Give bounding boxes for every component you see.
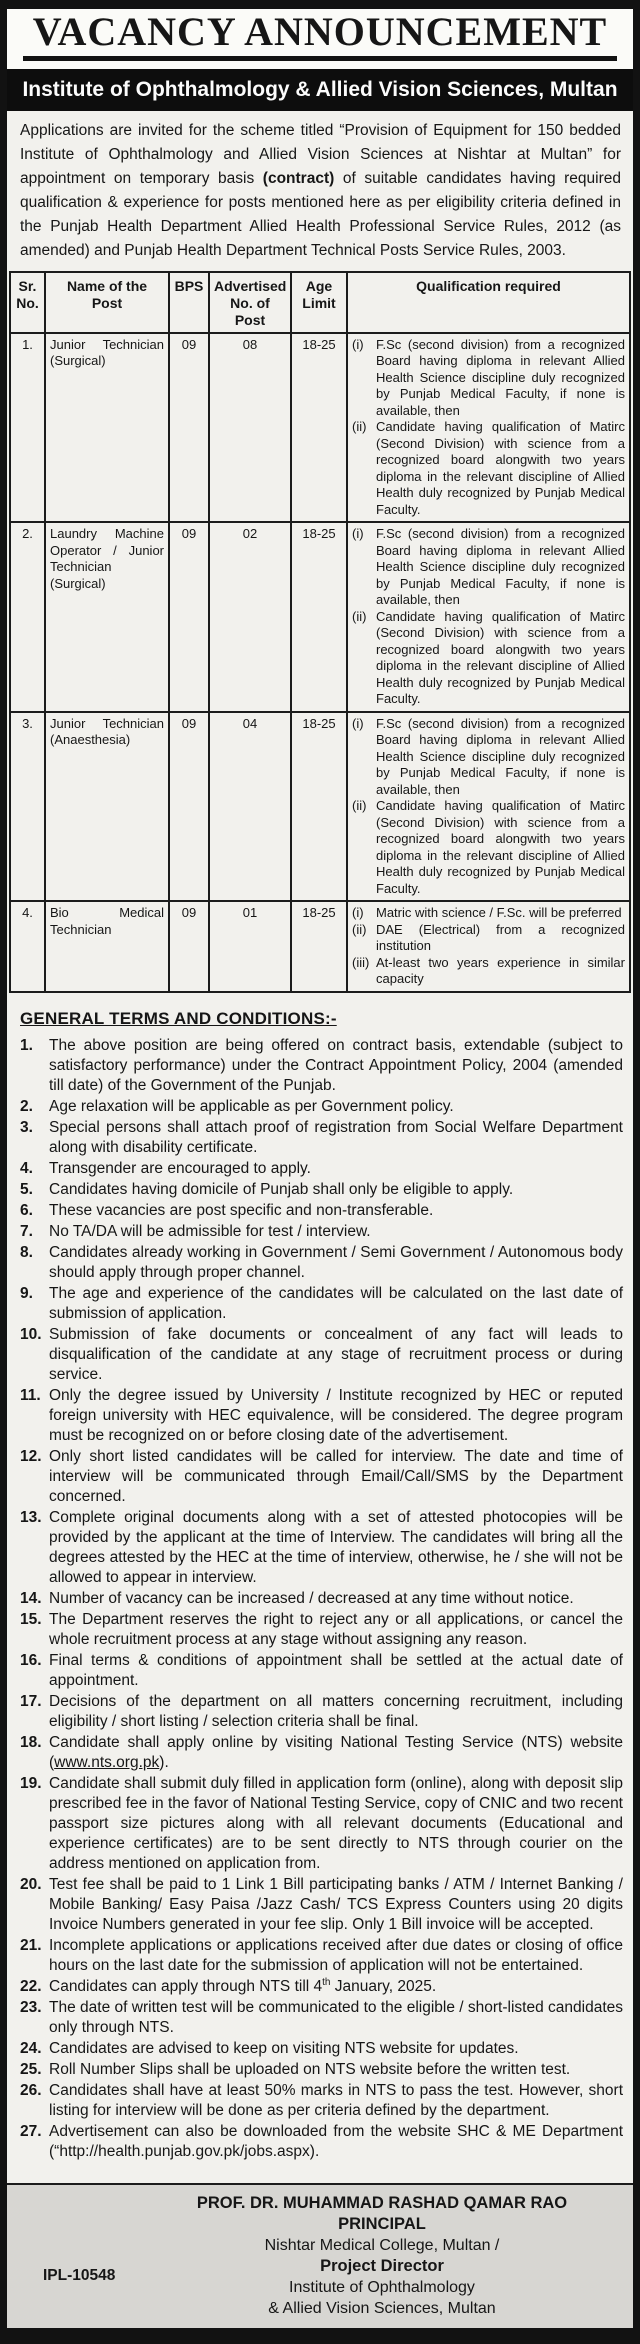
term-item [20,1159,623,1179]
qualification-text: Candidate having qualification of Matirc (Second Division) with science from a recognized board alongwith two years diploma in the relevant discipline of Allied Health duly recognized by Punjab Medical Faculty. [376,608,625,707]
qualification-item [352,419,625,518]
cell-advertised-posts: 08 [209,333,291,523]
term-text-post: ). [159,1753,169,1771]
term-text: Number of vacancy can be increased / decreased at any time without notice. [49,1589,574,1607]
term-item [20,2039,623,2059]
term-number: 5. [20,1180,33,1198]
table-header-row [10,272,630,333]
qualification-label: (i) [352,905,364,921]
term-text [49,1733,623,1773]
term-text-post: January, 2025. [330,1977,437,1995]
term-number: 12. [20,1447,42,1465]
intro-text-part2: of suitable candidates having required qualification & experience for posts mentioned here as per eligibility criteria defined in the Punjab Health Department Allied Health Professional Service Rules, 2012 (as amended) and Punjab Health Department Technical Posts Service Rules, 2003. [20,169,622,259]
term-text [49,1977,623,1997]
cell-bps: 09 [169,901,209,992]
signatory-org-institute-line2: & Allied Vision Sciences, Multan [268,2300,496,2317]
qualification-text: Matric with science / F.Sc. will be preferred [376,905,622,921]
term-item [20,1447,623,1507]
cell-age-limit: 18-25 [291,522,347,712]
cell-qualification [347,522,630,712]
term-text: Candidate shall submit duly filled in application form (online), along with deposit slip prescribed fee in the favor of National Testing Service, copy of CNIC and two recent passport size pictures along with all relevant documents (Educational and experience certificates) are to be sent directly to NTS through courier on the address mentioned on application from. [49,1774,623,1872]
cell-age-limit: 18-25 [291,901,347,992]
bottom-border-bar [7,2328,633,2344]
term-item [20,1284,623,1324]
term-number: 19. [20,1774,42,1792]
term-number: 13. [20,1508,42,1526]
terms-heading: GENERAL TERMS AND CONDITIONS:- [20,1008,337,1028]
term-number: 23. [20,1998,42,2016]
signatory-name: PROF. DR. MUHAMMAD RASHAD QAMAR RAO [196,2194,568,2212]
cell-bps: 09 [169,712,209,902]
term-text: Transgender are encouraged to apply. [49,1159,311,1177]
page-title: VACANCY ANNOUNCEMENT [23,12,617,61]
cell-sr-no: 1. [10,333,45,523]
vacancy-table [9,271,631,993]
term-number: 26. [20,2081,42,2099]
qualification-item [352,922,625,955]
term-number: 2. [20,1097,33,1115]
cell-advertised-posts: 04 [209,712,291,902]
table-row-4 [10,901,630,992]
table-row-1 [10,333,630,523]
term-text: Candidates having domicile of Punjab shall only be eligible to apply. [49,1180,514,1198]
qualification-text: F.Sc (second division) from a recognized Board having diploma in relevant Allied Health Science discipline duly recognized by Punjab Medical Faculty, if none is available, then [376,336,625,418]
term-number: 14. [20,1589,42,1607]
footer [7,2183,633,2328]
header-advertised-posts: Advertised No. of Post [209,272,291,333]
cell-bps: 09 [169,522,209,712]
qualification-item [352,905,625,922]
term-item [20,1325,623,1385]
term-number: 4. [20,1159,33,1177]
term-item [20,1589,623,1609]
cell-age-limit: 18-25 [291,712,347,902]
term-text: The age and experience of the candidates will be calculated on the last date of submission of application. [49,1284,623,1322]
term-text: Decisions of the department on all matters concerning recruitment, including eligibility / short listing / selection criteria shall be final. [49,1692,623,1730]
cell-advertised-posts: 01 [209,901,291,992]
term-text: Final terms & conditions of appointment shall be settled at the actual date of appointment. [49,1651,623,1689]
term-item [20,1774,623,1874]
ordinal-superscript: th [322,1976,331,1988]
term-text: Advertisement can also be downloaded from the website SHC & ME Department (“http://health.punjab.gov.pk/jobs.aspx). [49,2122,623,2160]
term-item [20,1386,623,1446]
term-number: 24. [20,2039,42,2057]
qualification-text: At-least two years experience in similar capacity [376,954,625,987]
term-number: 20. [20,1875,42,1893]
qualification-item [352,337,625,420]
cell-sr-no: 4. [10,901,45,992]
term-item [20,1875,623,1935]
term-item [20,1036,623,1096]
cell-qualification [347,901,630,992]
header-qualification: Qualification required [347,272,630,333]
institute-bar [7,69,633,111]
term-item [20,1977,623,1997]
term-text: The above position are being offered on contract basis, extendable (subject to satisfactory performance) under the Contract Appointment Policy, 2004 (amended till date) of the Government of the Punjab. [49,1036,623,1094]
header-age-limit: Age Limit [291,272,347,333]
term-item [20,1610,623,1650]
signature-block [167,2193,597,2319]
term-item [20,1243,623,1283]
signatory-designation-project-director: Project Director [320,2257,444,2275]
term-number: 1. [20,1036,33,1054]
cell-advertised-posts: 02 [209,522,291,712]
term-item [20,1508,623,1588]
term-item [20,1118,623,1158]
qualification-item [352,798,625,897]
term-text: Candidates shall have at least 50% marks in NTS to pass the test. However, short listing for interview will be done as per criteria defined by the department. [49,2081,623,2119]
term-text: These vacancies are post specific and non-transferable. [49,1201,434,1219]
institute-name: Institute of Ophthalmology & Allied Vision Sciences, Multan [22,77,618,101]
term-item [20,1097,623,1117]
term-text: Special persons shall attach proof of registration from Social Welfare Department along with disability certificate. [49,1118,623,1156]
term-item [20,1201,623,1221]
cell-bps: 09 [169,333,209,523]
qualification-item [352,955,625,988]
term-item [20,1180,623,1200]
title-block [7,9,633,69]
table-row-3 [10,712,630,902]
term-number: 6. [20,1201,33,1219]
term-number: 25. [20,2060,42,2078]
term-item [20,1998,623,2038]
qualification-label: (ii) [352,419,367,435]
header-sr-no: Sr. No. [10,272,45,333]
nts-website-link: www.nts.org.pk [54,1753,160,1771]
term-item [20,1651,623,1691]
term-text: Only the degree issued by University / Institute recognized by HEC or reputed foreign university with HEC equivalence, will be considered. The degree program must be recognized on or before closing date of the advertisement. [49,1386,623,1444]
term-number: 16. [20,1651,42,1669]
qualification-label: (ii) [352,798,367,814]
cell-qualification [347,712,630,902]
term-number: 8. [20,1243,33,1261]
term-number: 9. [20,1284,33,1302]
qualification-item [352,716,625,799]
signatory-org-institute: Institute of Ophthalmology [289,2279,475,2296]
terms-section [7,1001,633,2162]
table-row-2 [10,522,630,712]
header-post-name: Name of the Post [45,272,169,333]
term-item [20,2122,623,2162]
ipl-number: IPL-10548 [43,2267,116,2284]
qualification-label: (i) [352,526,364,542]
term-item [20,1733,623,1773]
header-bps: BPS [169,272,209,333]
term-item [20,1936,623,1976]
intro-text-part1: Applications are invited for the scheme titled “Provision of Equipment for 150 bedded Institute of Ophthalmology and Allied Vision Sciences at Nishtar at Multan” for appointment on temporary basis [20,121,621,187]
term-number: 18. [20,1733,42,1751]
term-text: Candidates are advised to keep on visiting NTS website for updates. [49,2039,519,2057]
qualification-label: (ii) [352,921,367,937]
term-text: No TA/DA will be admissible for test / interview. [49,1222,371,1240]
term-number: 11. [20,1386,41,1404]
signatory-org-college: Nishtar Medical College, Multan / [264,2237,500,2254]
term-text: Incomplete applications or applications received after due dates or closing of office hours on the last date for the submission of application will not be entertained. [49,1936,623,1974]
cell-age-limit: 18-25 [291,333,347,523]
term-item [20,2060,623,2080]
term-item [20,1222,623,1242]
term-text: The Department reserves the right to reject any or all applications, or cancel the whole recruitment process at any stage without assigning any reason. [49,1610,623,1648]
qualification-label: (ii) [352,608,367,624]
term-number: 15. [20,1610,42,1628]
term-text-pre: Candidate shall apply online by visiting National Testing Service (NTS) website ( [49,1733,623,1771]
term-text: Complete original documents along with a set of attested photocopies will be provided by the applicant at the time of Interview. The candidates will bring all the degrees attested by the HEC at the time of interview, otherwise, he / she will not be allowed to appear in interview. [49,1508,623,1586]
intro-contract-bold: (contract) [262,169,335,187]
term-text: Test fee shall be paid to 1 Link 1 Bill participating banks / ATM / Internet Banking / Mobile Banking/ Easy Paisa /Jazz Cash/ TCS Express Counters using 20 digits Invoice Numbers generated in your fee slip. Only 1 Bill invoice will be accepted. [49,1875,623,1933]
term-text: The date of written test will be communicated to the eligible / short-listed candidates only through NTS. [49,1998,623,2036]
term-number: 17. [20,1692,42,1710]
cell-qualification [347,333,630,523]
term-text: Submission of fake documents or concealment of any fact will leads to disqualification of the candidate at any stage of recruitment process or during service. [49,1325,623,1383]
term-text-pre: Candidates can apply through NTS till 4 [49,1977,323,1995]
term-number: 7. [20,1222,33,1240]
qualification-label: (i) [352,715,364,731]
cell-post-name: Laundry Machine Operator / Junior Technician (Surgical) [45,522,169,712]
term-number: 21. [20,1936,42,1954]
qualification-text: Candidate having qualification of Matirc (Second Division) with science from a recognized board alongwith two years diploma in the relevant discipline of Allied Health duly recognized by Punjab Medical Faculty. [376,798,625,896]
cell-post-name: Junior Technician (Surgical) [45,333,169,523]
term-text: Roll Number Slips shall be uploaded on NTS website before the written test. [49,2060,571,2078]
term-text: Only short listed candidates will be called for interview. The date and time of interview will be communicated through Email/Call/SMS by the Department concerned. [49,1447,623,1505]
term-number: 3. [20,1118,33,1136]
cell-post-name: Junior Technician (Anaesthesia) [45,712,169,902]
qualification-text: DAE (Electrical) from a recognized institution [376,921,625,954]
qualification-item [352,609,625,708]
cell-sr-no: 3. [10,712,45,902]
term-number: 10. [20,1325,42,1343]
qualification-label: (iii) [352,954,370,970]
qualification-text: F.Sc (second division) from a recognized Board having diploma in relevant Allied Health Science discipline duly recognized by Punjab Medical Faculty, if none is available, then [376,715,625,797]
term-item [20,2081,623,2121]
qualification-text: F.Sc (second division) from a recognized Board having diploma in relevant Allied Health Science discipline duly recognized by Punjab Medical Faculty, if none is available, then [376,526,625,608]
term-item [20,1692,623,1732]
intro-paragraph [7,111,633,267]
term-text: Candidates already working in Government / Semi Government / Autonomous body should apply through proper channel. [49,1243,623,1281]
qualification-item [352,526,625,609]
signatory-designation-principal: PRINCIPAL [338,2215,426,2233]
cell-sr-no: 2. [10,522,45,712]
term-number: 27. [20,2122,42,2140]
term-number: 22. [20,1977,42,1995]
qualification-text: Candidate having qualification of Matirc (Second Division) with science from a recognized board alongwith two years diploma in the relevant discipline of Allied Health duly recognized by Punjab Medical Faculty. [376,419,625,517]
cell-post-name: Bio Medical Technician [45,901,169,992]
term-text: Age relaxation will be applicable as per Government policy. [49,1097,454,1115]
qualification-label: (i) [352,336,364,352]
